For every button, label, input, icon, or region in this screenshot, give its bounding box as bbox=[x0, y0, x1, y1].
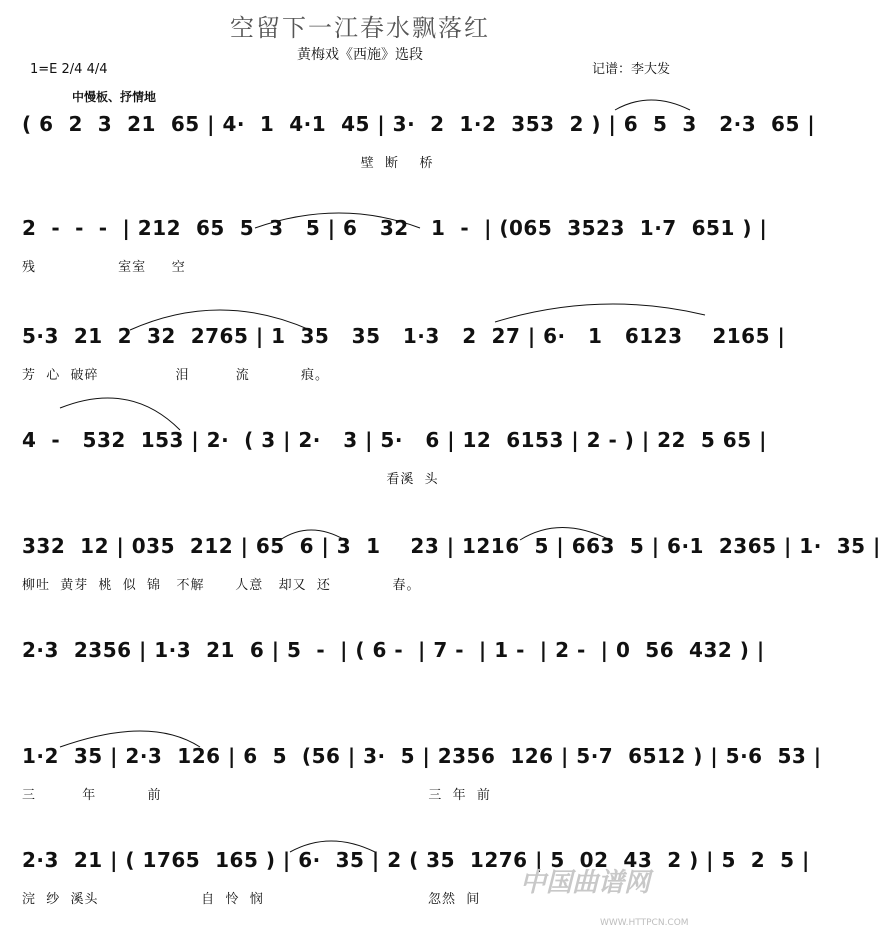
watermark-logo: 中国曲谱网 bbox=[520, 868, 651, 898]
score-notes: ( 6 2 3 21 65 | 4· 1 4·1 45 | 3· 2 1·2 353 2 ) | 6 5 3 2·3 65 | bbox=[22, 112, 816, 136]
score-lyrics: 浣 纱 溪头 自 怜 悯 忽然 间 bbox=[22, 892, 481, 907]
tempo-marking: 中慢板、抒情地 bbox=[72, 90, 157, 104]
score-notes: 2·3 21 | ( 1765 165 ) | 6· 35 | 2 ( 35 1276 | 5 02 43 2 ) | 5 2 5 | bbox=[22, 848, 810, 872]
score-lyrics: 残 室室 空 bbox=[22, 260, 186, 275]
score-notes: 332 12 | 035 212 | 65 6 | 3 1 23 | 1216 5 | 663 5 | 6·1 2365 | 1· 35 | bbox=[22, 534, 881, 558]
score-lyrics: 柳吐 黄芽 桃 似 锦 不解 人意 却又 还 春。 bbox=[22, 578, 421, 593]
song-subtitle: 黄梅戏《西施》选段 bbox=[297, 47, 423, 63]
score-lyrics: 壁 断 桥 bbox=[22, 156, 434, 171]
score-notes: 5·3 21 2 32 2765 | 1 35 35 1·3 2 27 | 6· 1 6123 2165 | bbox=[22, 324, 786, 348]
score-lyrics: 三 年 前 三 年 前 bbox=[22, 788, 491, 803]
score-notes: 2 - - - | 212 65 5 3 5 | 6 32 1 - | (065 3523 1·7 651 ) | bbox=[22, 216, 768, 240]
score-notes: 1·2 35 | 2·3 126 | 6 5 (56 | 3· 5 | 2356 126 | 5·7 6512 ) | 5·6 53 | bbox=[22, 744, 822, 768]
score-lyrics: 芳 心 破碎 泪 流 痕。 bbox=[22, 368, 330, 383]
song-title: 空留下一江春水飘落红 bbox=[230, 14, 490, 42]
score-lyrics: 看溪 头 bbox=[22, 472, 439, 487]
key-signature: 1=E 2/4 4/4 bbox=[30, 62, 108, 77]
watermark-url: WWW.HTTPCN.COM bbox=[600, 918, 689, 928]
score-notes: 2·3 2356 | 1·3 21 6 | 5 - | ( 6 - | 7 - | 1 - | 2 - | 0 56 432 ) | bbox=[22, 638, 765, 662]
score-notes: 4 - 532 153 | 2· ( 3 | 2· 3 | 5· 6 | 12 6153 | 2 - ) | 22 5 65 | bbox=[22, 428, 767, 452]
notation-credit: 记谱：李大发 bbox=[592, 62, 671, 77]
